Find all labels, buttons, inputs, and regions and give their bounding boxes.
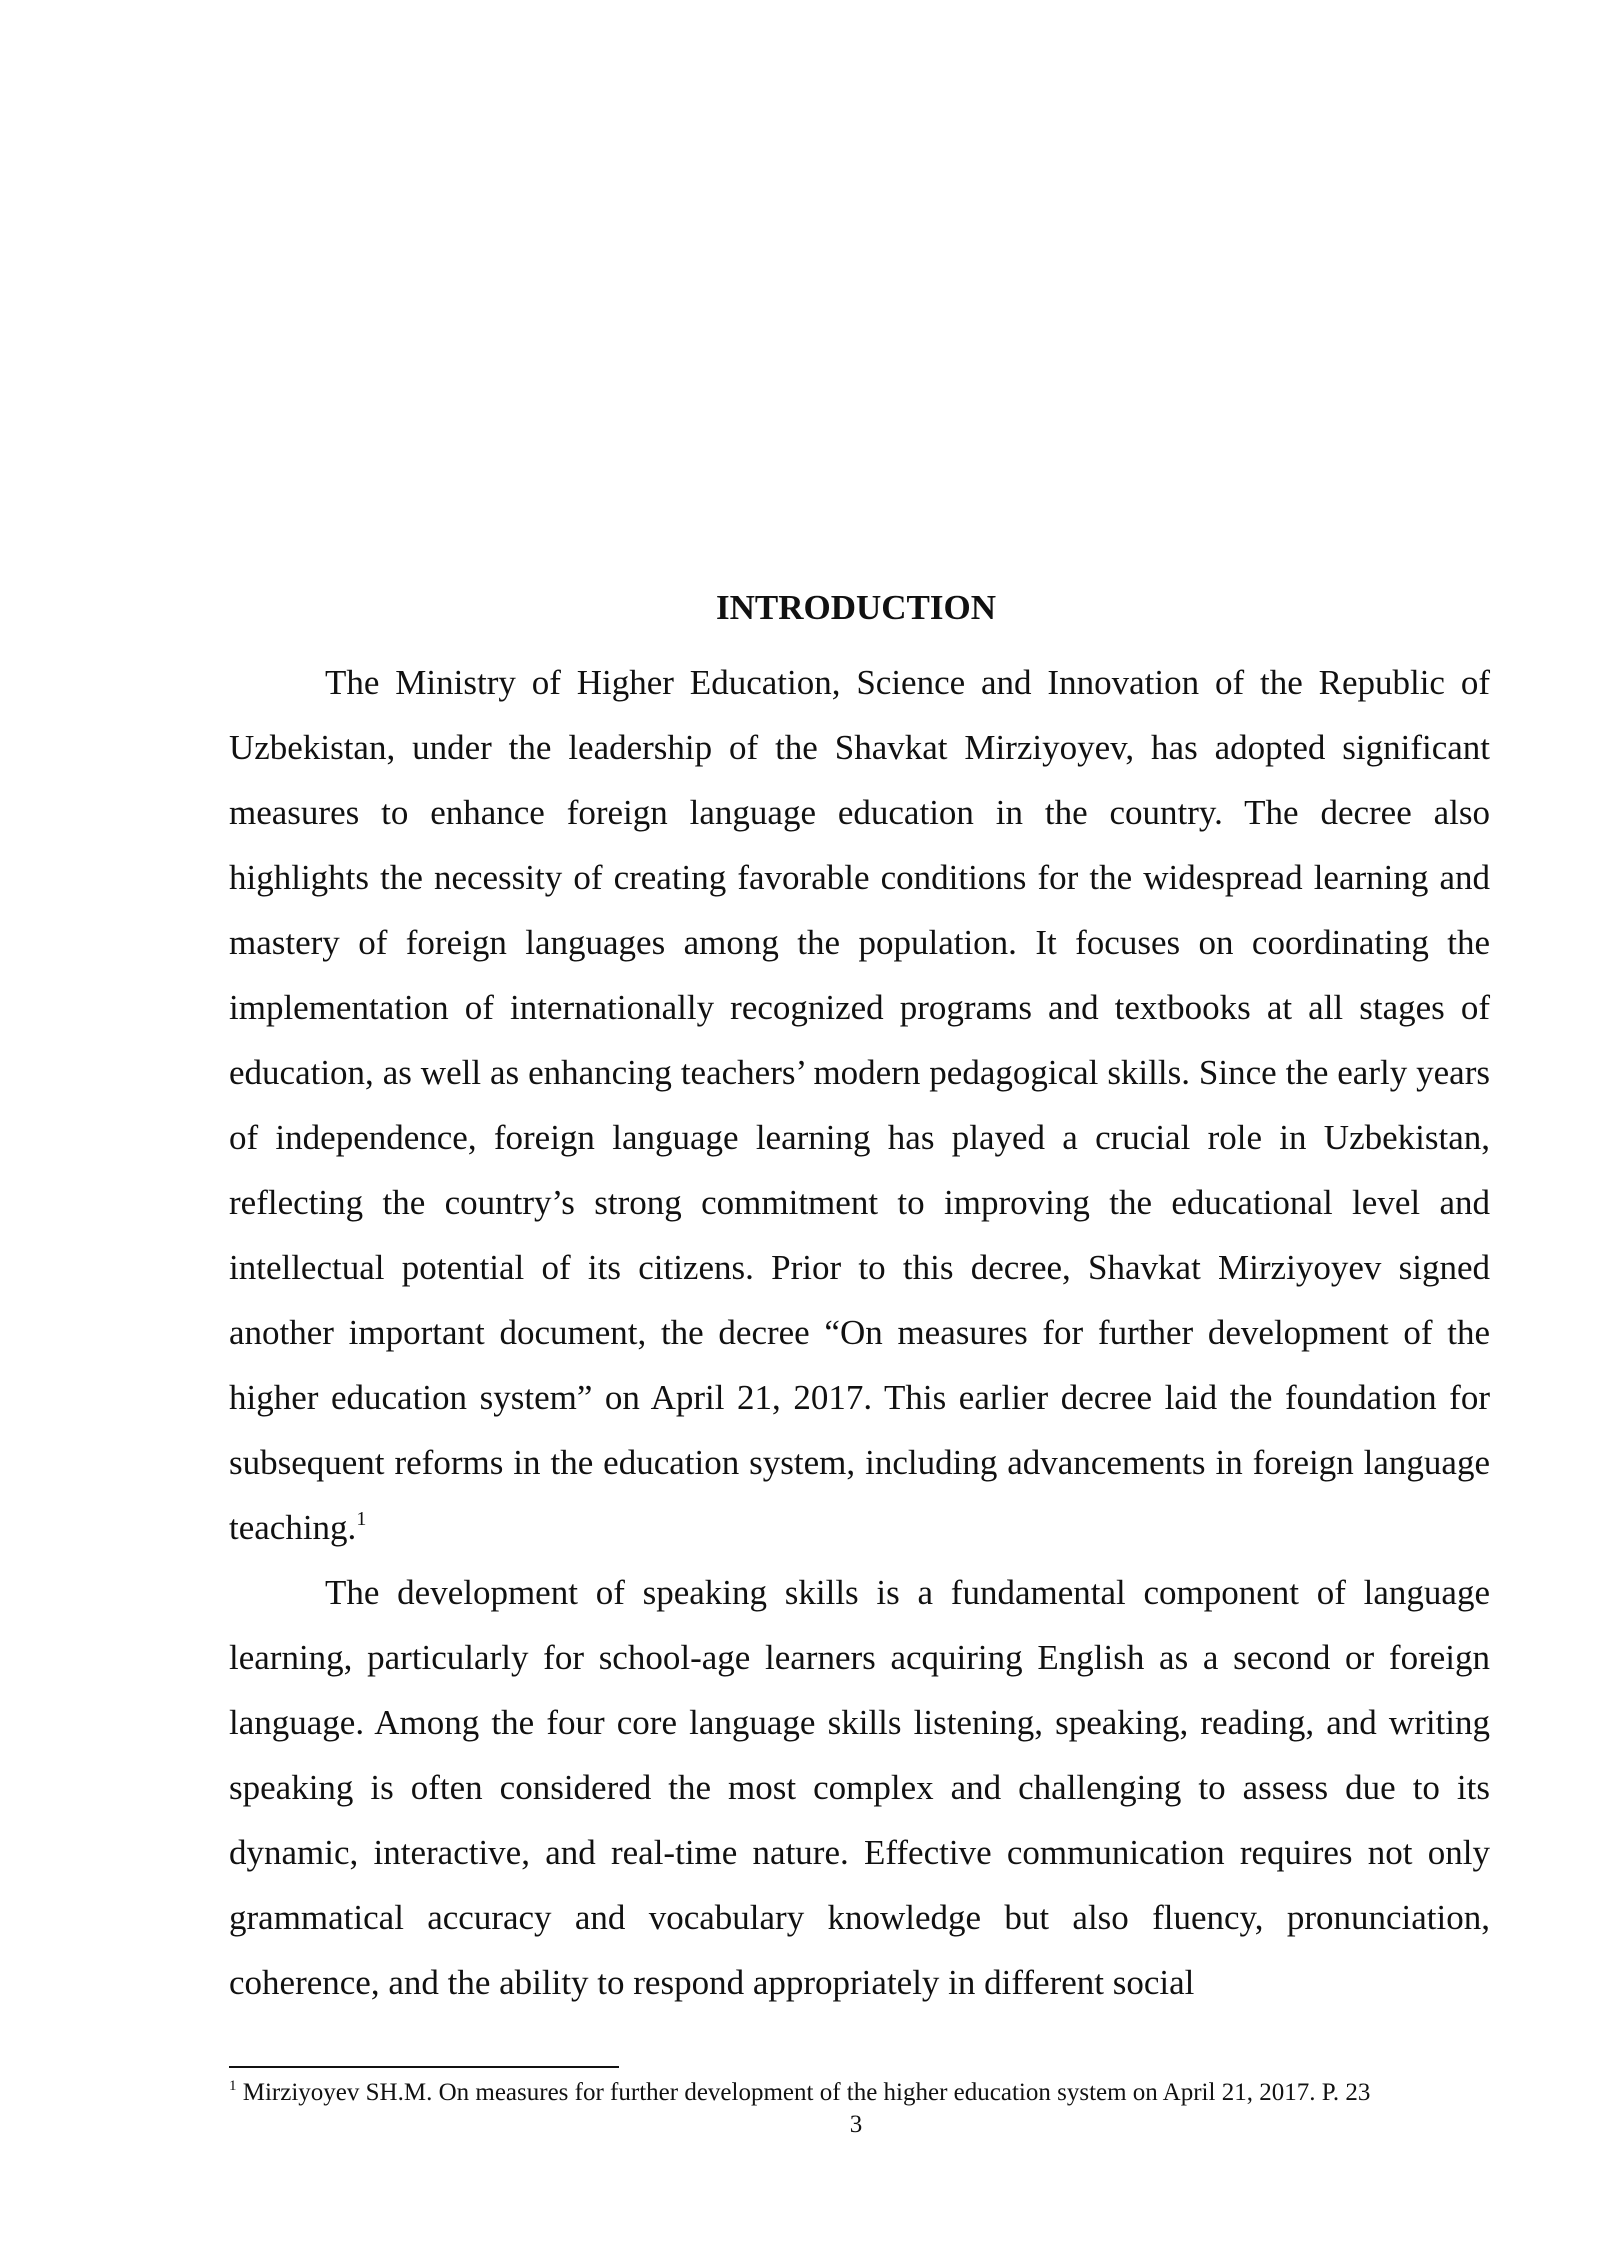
footnote-reference[interactable]: 1 — [356, 1508, 367, 1530]
page-title: INTRODUCTION — [715, 588, 997, 627]
footnote-marker: 1 — [229, 2078, 237, 2094]
paragraph-text: The Ministry of Higher Education, Science and Innovation of the Republic of Uzbekistan, under the leadership of the Shavkat Mirziyoyev, has adopted significant measures to enhance foreign language education in the country. The decree also highlights the necessity of creating favorable conditions for the widespread learning and mastery of foreign languages among the population. It focuses on coordinating the implementation of internationally recognized programs and textbooks at all stages of education, as well as enhancing teachers’ modern pedagogical skills. Since the early years of independence, foreign language learning has played a crucial role in Uzbekistan, reflecting the country’s strong commitment to improving the educational level and intellectual potential of its citizens. Prior to this decree, Shavkat Mirziyoyev signed another important document, the decree “On measures for further development of the higher education system” on April 21, 2017. This earlier decree laid the foundation for subsequent reforms in the education system, including advancements in foreign language teaching. — [229, 663, 1490, 1547]
footnote-text: Mirziyoyev SH.M. On measures for further development of the higher education system on April 21, 2017. P. 23 — [236, 2079, 1371, 2106]
paragraph — [229, 1560, 1490, 2015]
footnote-separator — [229, 2066, 619, 2068]
paragraph-text: The development of speaking skills is a fundamental component of language learning, particularly for school-age learners acquiring English as a second or foreign language. Among the four core language skills listening, speaking, reading, and writing speaking is often considered the most complex and challenging to assess due to its dynamic, interactive, and real-time nature. Effective communication requires not only grammatical accuracy and vocabulary knowledge but also fluency, pronunciation, coherence, and the ability to respond appropriately in different social — [229, 1573, 1490, 2002]
body-text — [229, 650, 1490, 2015]
page-number: 3 — [849, 2111, 863, 2138]
paragraph — [229, 650, 1490, 1560]
footnote — [229, 2076, 1529, 2110]
